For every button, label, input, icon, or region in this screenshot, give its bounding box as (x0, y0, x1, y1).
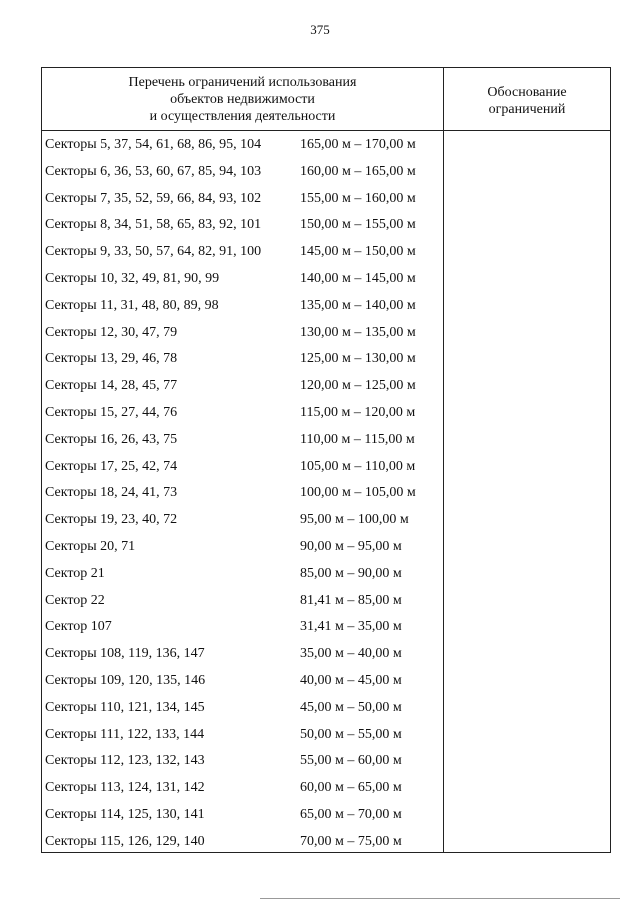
table-row (42, 402, 443, 429)
header-restrictions-list (42, 74, 443, 125)
range-cell: 120,00 м – 125,00 м (300, 378, 416, 394)
range-cell: 135,00 м – 140,00 м (300, 297, 416, 313)
table-row (42, 188, 443, 215)
table-row (42, 643, 443, 670)
range-cell: 160,00 м – 165,00 м (300, 163, 416, 179)
range-cell: 65,00 м – 70,00 м (300, 806, 402, 822)
sector-cell: Секторы 9, 33, 50, 57, 64, 82, 91, 100 (45, 244, 262, 260)
table-row (42, 348, 443, 375)
header-divider (42, 130, 610, 131)
range-cell: 70,00 м – 75,00 м (300, 833, 402, 849)
range-cell: 90,00 м – 95,00 м (300, 538, 402, 554)
range-cell: 140,00 м – 145,00 м (300, 270, 416, 286)
table-row (42, 670, 443, 697)
sector-cell: Секторы 15, 27, 44, 76 (45, 404, 178, 420)
header-left-line: и осуществления деятельности (149, 109, 336, 124)
page-number: 375 (310, 22, 330, 37)
table-row (42, 590, 443, 617)
range-cell: 105,00 м – 110,00 м (300, 458, 416, 474)
column-divider (443, 68, 444, 852)
header-right-line: ограничений (488, 102, 566, 117)
header-justification (444, 84, 610, 118)
range-cell: 125,00 м – 130,00 м (300, 351, 416, 367)
table-row (42, 563, 443, 590)
sector-cell: Секторы 19, 23, 40, 72 (45, 512, 178, 528)
range-cell: 95,00 м – 100,00 м (300, 512, 409, 528)
table-row (42, 214, 443, 241)
sector-cell: Секторы 17, 25, 42, 74 (45, 458, 178, 474)
range-cell: 155,00 м – 160,00 м (300, 190, 416, 206)
sector-cell: Секторы 16, 26, 43, 75 (45, 431, 178, 447)
range-cell: 40,00 м – 45,00 м (300, 672, 402, 688)
header-left-line: Перечень ограничений использования (128, 75, 357, 90)
table-row (42, 322, 443, 349)
table-row (42, 697, 443, 724)
range-cell: 45,00 м – 50,00 м (300, 699, 402, 715)
sector-cell: Секторы 110, 121, 134, 145 (45, 699, 205, 715)
sector-cell: Секторы 13, 29, 46, 78 (45, 351, 178, 367)
sector-cell: Секторы 108, 119, 136, 147 (45, 646, 205, 662)
sector-cell: Секторы 12, 30, 47, 79 (45, 324, 178, 340)
sector-cell: Секторы 6, 36, 53, 60, 67, 85, 94, 103 (45, 163, 262, 179)
restrictions-table (41, 67, 611, 853)
sector-cell: Секторы 111, 122, 133, 144 (45, 726, 205, 742)
range-cell: 150,00 м – 155,00 м (300, 217, 416, 233)
sector-cell: Секторы 5, 37, 54, 61, 68, 86, 95, 104 (45, 137, 262, 152)
range-cell: 115,00 м – 120,00 м (300, 404, 416, 420)
table-row (42, 429, 443, 456)
sector-cell: Секторы 109, 120, 135, 146 (45, 672, 206, 688)
sector-cell: Сектор 21 (45, 565, 105, 581)
range-cell: 60,00 м – 65,00 м (300, 780, 402, 796)
range-cell: 165,00 м – 170,00 м (300, 137, 416, 152)
table-body (42, 134, 443, 858)
sector-cell: Секторы 14, 28, 45, 77 (45, 378, 178, 394)
sector-cell: Секторы 115, 126, 129, 140 (45, 833, 205, 849)
sector-cell: Секторы 114, 125, 130, 141 (45, 806, 205, 822)
table-row (42, 375, 443, 402)
table-row (42, 161, 443, 188)
table-row (42, 750, 443, 777)
sector-cell: Секторы 18, 24, 41, 73 (45, 485, 178, 501)
table-row (42, 456, 443, 483)
sector-cell: Секторы 11, 31, 48, 80, 89, 98 (45, 297, 219, 313)
range-cell: 31,41 м – 35,00 м (300, 619, 402, 635)
table-row (42, 536, 443, 563)
range-cell: 145,00 м – 150,00 м (300, 244, 416, 260)
table-row (42, 241, 443, 268)
sector-cell: Секторы 8, 34, 51, 58, 65, 83, 92, 101 (45, 217, 262, 233)
sector-cell: Секторы 20, 71 (45, 538, 136, 554)
sector-cell: Секторы 112, 123, 132, 143 (45, 753, 205, 769)
range-cell: 50,00 м – 55,00 м (300, 726, 402, 742)
sector-cell: Секторы 7, 35, 52, 59, 66, 84, 93, 102 (45, 190, 262, 206)
range-cell: 110,00 м – 115,00 м (300, 431, 415, 447)
sector-cell: Сектор 107 (45, 619, 112, 635)
table-row (42, 295, 443, 322)
sector-cell: Секторы 113, 124, 131, 142 (45, 780, 205, 796)
range-cell: 35,00 м – 40,00 м (300, 646, 402, 662)
table-row (42, 804, 443, 831)
table-row (42, 616, 443, 643)
range-cell: 130,00 м – 135,00 м (300, 324, 416, 340)
scan-edge-line (260, 898, 620, 899)
range-cell: 100,00 м – 105,00 м (300, 485, 416, 501)
range-cell: 85,00 м – 90,00 м (300, 565, 402, 581)
sector-cell: Секторы 10, 32, 49, 81, 90, 99 (45, 270, 220, 286)
table-row (42, 777, 443, 804)
range-cell: 55,00 м – 60,00 м (300, 753, 402, 769)
sector-cell: Сектор 22 (45, 592, 105, 608)
range-cell: 81,41 м – 85,00 м (300, 592, 402, 608)
table-row (42, 509, 443, 536)
table-row (42, 268, 443, 295)
header-right-line: Обоснование (487, 85, 567, 100)
table-row (42, 482, 443, 509)
table-row (42, 134, 443, 161)
header-left-line: объектов недвижимости (170, 92, 315, 107)
table-row (42, 831, 443, 858)
table-row (42, 724, 443, 751)
